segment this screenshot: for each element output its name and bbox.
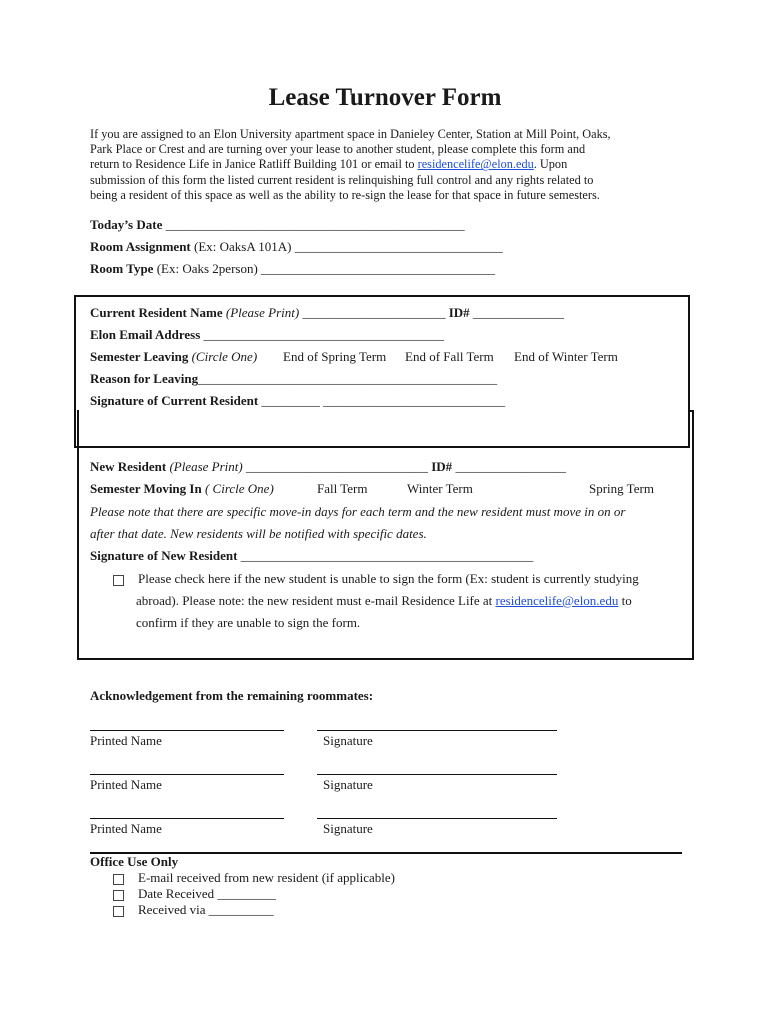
option-fall-term[interactable]: Fall Term [317,481,368,496]
new-resident-name-blank[interactable]: ____________________________ [245,459,428,474]
room-assignment-example: (Ex: OaksA 101A) [194,239,292,254]
current-resident-signature-label: Signature of Current Resident [90,393,259,408]
elon-email-label: Elon Email Address [90,327,201,342]
current-resident-signature-blank[interactable]: _________ ____________________________ [261,393,506,408]
office-item-received-via [113,902,274,918]
new-resident-name-label: New Resident [90,459,167,474]
todays-date-field[interactable] [90,217,465,233]
roommate-3-printed-name-line[interactable] [90,818,284,819]
current-resident-name-hint: (Please Print) [225,305,300,320]
semester-leaving-label: Semester Leaving [90,349,189,364]
roommate-1-printed-name-line[interactable] [90,730,284,731]
roommate-2-signature-label: Signature [323,777,373,792]
office-item-text: Date Received _________ [138,886,276,901]
unable-to-sign-text: to [618,593,632,608]
new-resident-signature-label: Signature of New Resident [90,548,238,563]
current-resident-name-blank[interactable]: ______________________ [302,305,446,320]
current-resident-id-blank[interactable]: ______________ [472,305,564,320]
room-assignment-label: Room Assignment [90,239,191,254]
todays-date-label: Today’s Date [90,217,163,232]
current-resident-id-label: ID# [448,305,470,320]
office-use-divider [90,852,682,854]
option-winter-term[interactable]: Winter Term [407,481,473,496]
unable-to-sign-text: Please check here if the new student is unable to sign the form (Ex: student is currently studying [138,571,639,586]
semester-moving-in-field [90,481,274,497]
date-received-checkbox[interactable] [113,890,124,901]
roommates-heading-text: Acknowledgement from the remaining roommates: [90,688,374,703]
room-type-blank[interactable]: ____________________________________ [261,261,496,276]
office-item-text: Received via __________ [138,902,274,917]
residence-life-email-link[interactable]: residencelife@elon.edu [417,157,534,172]
option-end-of-fall-term[interactable]: End of Fall Term [405,349,494,364]
elon-email-field[interactable] [90,327,444,343]
room-type-label: Room Type [90,261,154,276]
intro-line: submission of this form the listed current resident is relinquishing full control and any rights related to [90,172,594,187]
option-end-of-winter-term[interactable]: End of Winter Term [514,349,618,364]
new-resident-name-hint: (Please Print) [169,459,243,474]
intro-line: If you are assigned to an Elon University apartment space in Danieley Center, Station at Mill Point, Oaks, [90,127,611,141]
move-in-note-text: after that date. New residents will be notified with specific dates. [90,526,427,541]
unable-to-sign-text: abroad). Please note: the new resident must e-mail Residence Life at [136,593,496,608]
current-resident-name-label: Current Resident Name [90,305,223,320]
current-resident-signature-field[interactable] [90,393,505,409]
intro-line: Park Place or Crest and are turning over your lease to another student, please complete this form and [90,142,586,157]
unable-to-sign-line: confirm if they are unable to sign the form. [136,615,361,630]
room-type-field[interactable] [90,261,495,277]
elon-email-blank[interactable]: _____________________________________ [203,327,445,342]
roommate-1-signature-line[interactable] [317,730,557,731]
email-received-checkbox[interactable] [113,874,124,885]
new-resident-signature-blank[interactable]: _____________________________________________ [240,548,534,563]
intro-text: . Upon [533,157,568,172]
roommate-3-signature-line[interactable] [317,818,557,819]
intro-paragraph [90,127,690,203]
new-resident-name-field[interactable] [90,459,566,475]
new-resident-id-label: ID# [431,459,453,474]
roommates-heading [90,688,373,704]
move-in-note-line [90,504,625,520]
roommate-1-signature-label: Signature [323,733,373,748]
room-assignment-field[interactable] [90,239,503,255]
roommate-1-printed-name-label: Printed Name [90,733,162,748]
new-resident-id-blank[interactable]: _________________ [455,459,566,474]
unable-to-sign-checkbox[interactable] [113,575,124,586]
roommate-2-printed-name-label: Printed Name [90,777,162,792]
reason-for-leaving-label: Reason for Leaving [90,371,199,386]
reason-for-leaving-field[interactable] [90,371,497,387]
semester-leaving-hint: (Circle One) [191,349,258,364]
current-resident-name-field[interactable] [90,305,564,321]
residence-life-email-link[interactable]: residencelife@elon.edu [495,593,619,608]
reason-for-leaving-blank[interactable]: ______________________________________________ [198,371,498,386]
semester-leaving-field [90,349,257,365]
room-type-example: (Ex: Oaks 2person) [156,261,258,276]
move-in-note-line [90,526,427,542]
semester-moving-in-hint: ( Circle One) [204,481,274,496]
office-use-heading [90,854,178,870]
unable-to-sign-row [113,571,639,587]
roommate-2-printed-name-line[interactable] [90,774,284,775]
new-resident-signature-field[interactable] [90,548,533,564]
form-title: Lease Turnover Form [268,84,502,111]
intro-text: return to Residence Life in Janice Ratliff Building 101 or email to [90,157,418,172]
todays-date-blank[interactable]: ______________________________________________ [165,217,465,232]
option-spring-term[interactable]: Spring Term [589,481,654,496]
box-connector [690,410,694,412]
received-via-checkbox[interactable] [113,906,124,917]
roommate-3-printed-name-label: Printed Name [90,821,162,836]
move-in-note-text: Please note that there are specific move-in days for each term and the new resident must move in on or [90,504,626,519]
office-item-date-received [113,886,276,902]
intro-line [90,157,690,172]
intro-line: being a resident of this space as well as the ability to re-sign the lease for that space in future semesters. [90,187,600,202]
option-end-of-spring-term[interactable]: End of Spring Term [283,349,387,364]
office-item-email-received [113,870,395,886]
roommate-2-signature-line[interactable] [317,774,557,775]
roommate-3-signature-label: Signature [323,821,373,836]
unable-to-sign-line [136,593,632,609]
room-assignment-blank[interactable]: ________________________________ [294,239,503,254]
office-use-heading-text: Office Use Only [90,854,179,869]
semester-moving-in-label: Semester Moving In [90,481,202,496]
office-item-text: E-mail received from new resident (if applicable) [138,870,395,885]
